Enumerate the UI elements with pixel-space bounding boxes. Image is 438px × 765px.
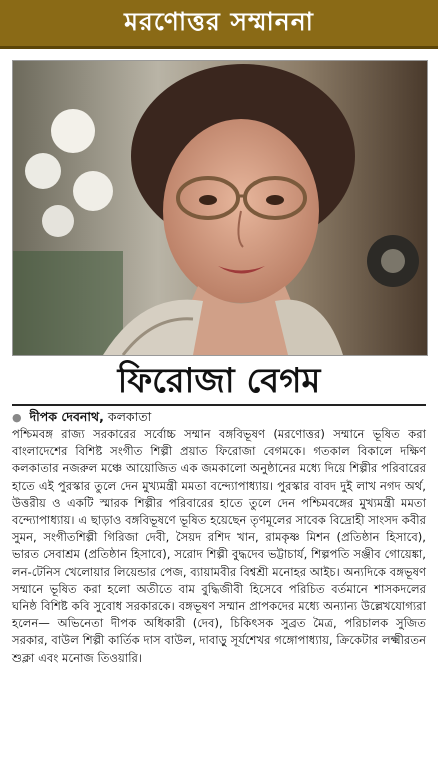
portrait-image bbox=[13, 61, 427, 355]
article-body bbox=[12, 426, 426, 667]
portrait-photo bbox=[12, 60, 428, 356]
bullet-icon: ● bbox=[12, 411, 22, 424]
headline: ফিরোজা বেগম bbox=[117, 361, 321, 401]
byline bbox=[12, 408, 426, 426]
section-banner bbox=[0, 0, 438, 49]
byline-author: দীপক দেবনাথ, bbox=[29, 409, 104, 424]
section-title: মরণোত্তর সম্মাননা bbox=[124, 6, 314, 36]
divider bbox=[12, 404, 426, 406]
byline-location: কলকাতা bbox=[107, 409, 152, 424]
article-paragraph: পশ্চিমবঙ্গ রাজ্য সরকারের সর্বোচ্চ সম্মান বঙ্গবিভূষণ (মরণোত্তর) সম্মানে ভূষিত করা বাংলাদেশের বিশিষ্ট সংগীত শিল্পী প্রয়াত ফিরোজা বেগমকে। গতকাল বিকালে দক্ষিণ কলকাতার নজরুল মঞ্চে আয়োজিত এক জমকালো অনুষ্ঠানের মধ্যে দিয়ে শিল্পীর পরিবারের হাতে এই পুরস্কার তুলে দেন মুখ্যমন্ত্রী মমতা বন্দ্যোপাধ্যায়। পুরস্কার বাবদ দুই লাখ নগদ অর্থ, উত্তরীয় ও একটি স্মারক শিল্পীর পরিবারের হাতে তুলে দেন পশ্চিমবঙ্গের মুখ্যমন্ত্রী মমতা বন্দ্যোপাধ্যায়। এ ছাড়াও বঙ্গবিভূষণে ভূষিত হয়েছেন তৃণমূলের সাবেক বিদ্রোহী সাংসদ কবীর সুমন, সংগীতশিল্পী গিরিজা দেবী, সৈয়দ রশিদ খান, রামকৃষ্ণ মিশন (প্রতিষ্ঠান হিসাবে), ভারত সেবাশ্রম (প্রতিষ্ঠান হিসাবে), সরোদ শিল্পী বুদ্ধদেব ভট্টাচার্য, শিল্পপতি সঞ্জীব গোয়েঙ্কা, লন-টেনিস খেলোয়ার লিয়েন্ডার পেজ, ব্যায়ামবীর বিশ্বশ্রী মনোহর আইচ। অন্যদিকে বঙ্গভূষণ সম্মানে ভূষিত করা হলো অতীতে বাম বুদ্ধিজীবী হিসেবে পরিচিত বর্তমানে শাসকদলের ঘনিষ্ঠ বিশিষ্ট কবি সুবোধ সরকারকে। বঙ্গভূষণ সম্মান প্রাপকদের মধ্যে অন্যান্য উল্লেখযোগ্যরা হলেন— অভিনেতা দীপক অধিকারী (দেব), চিকিৎসক সুব্রত মৈত্র, পরিচালক সুজিত সরকার, বাউল শিল্পী কার্তিক দাস বাউল, দাবাড়ু সূর্যশেখর গঙ্গোপাধ্যায়, ক্রিকেটার লক্ষ্মীরতন শুক্লা এবং মনোজ তিওয়ারি। bbox=[12, 427, 426, 665]
